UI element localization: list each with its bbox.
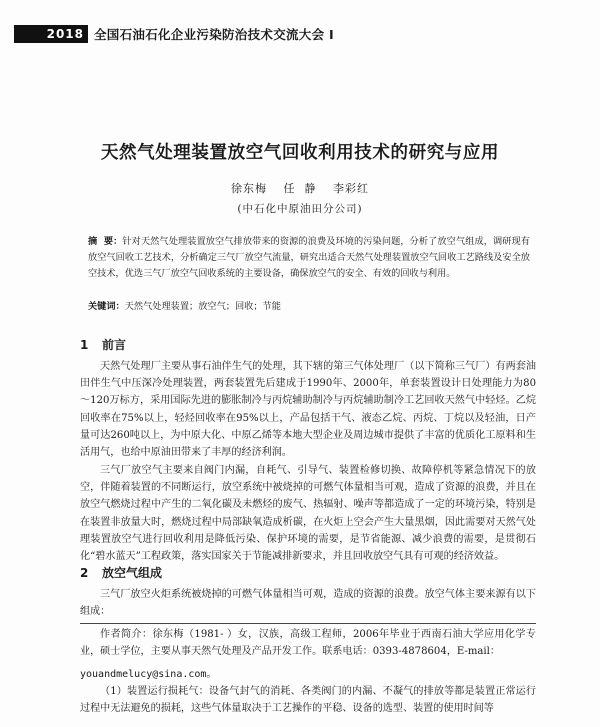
paper-title: 天然气处理装置放空气回收利用技术的研究与应用 — [100, 143, 500, 163]
keywords-text: 天然气处理装置；放空气；回收；节能 — [124, 301, 281, 312]
paragraph: 三气厂放空气主要来自阀门内漏，自耗气、引导气、装置检修切换、故障停机等紧急情况下的放空，伴随着装置的不同断运行，放空系统中被烧掉的可燃气体量相当可观，造成了资源的浪费，并且在放空气燃烧过程中产生的二氧化碳及未燃烃的废气、热辐射、噪声等都造成了一定的环境污染，特别是在装置非放量大时，燃烧过程中局部缺氧造成析碳，在火炬上空会产生大量黑烟，因此需要对天然气处理装置放空气进行回收利用是降低污染、保护环境的需要，是节省能源、减少浪费的需要，是贯彻石化“碧水蓝天”工程政策，落实国家关于节能减排新要求，并且回收放空气具有可观的经济效益。 — [80, 465, 536, 563]
author-list — [0, 180, 600, 196]
keywords — [88, 300, 530, 314]
conference-name: 全国石油石化企业污染防治技术交流大会 I — [94, 27, 335, 42]
section-title: 放空气组成 — [102, 566, 163, 580]
author-bio: 作者简介：徐东梅（1981- ）女，汉族，高级工程师，2006年毕业于西南石油大学应用化学专业，硕士学位，主要从事天然气处理及产品开发工作。联系电话：0393-4878604，E-mail： — [80, 629, 536, 658]
running-header — [14, 23, 334, 45]
footnote-divider — [80, 623, 536, 624]
keywords-label: 关键词： — [88, 301, 125, 312]
paragraph-continuation: （1）装置运行损耗气：设备气封气的消耗、各类阀门的内漏、不凝气的排放等都是装置正常运行过程中无法避免的损耗，这些气体量取决于工艺操作的平稳、设备的选型、装置的使用时间等 — [80, 686, 536, 715]
affiliation: (中石化中原油田分公司) — [237, 203, 363, 215]
section-heading-2 — [80, 564, 162, 581]
paragraph: 三气厂放空火炬系统被烧掉的可燃气体量相当可观，造成的资源的浪费。放空气体主要来源有以下组成： — [80, 589, 536, 618]
author-name: 徐东梅 — [231, 182, 267, 195]
section-title: 前言 — [102, 338, 127, 352]
abstract-text: 针对天然气处理装置放空气排放带来的资源的浪费及环境的污染问题，分析了放空气组成，调研现有放空气回收工艺技术，分析确定三气厂放空气流量，研究出适合天然气处理装置放空气回收工艺路线及安全放空技术，优选三气厂放空气回收系统的主要设备，确保放空气的安全、有效的回收与利用。 — [88, 236, 530, 279]
section-number: 1 — [80, 338, 89, 352]
paragraph: 天然气处理厂主要从事石油伴生气的处理，其下辖的第三气体处理厂（以下简称三气厂）有两套油田伴生气中压深冷处理装置，两套装置先后建成于1990年、2000年，单套装置设计日处理能力为80～120万标方，采用国际先进的膨胀制冷与丙烷辅助制冷与丙烷辅助制冷工艺回收天然气中轻烃。乙烷回收率在75%以上，轻烃回收率在95%以上，产品包括干气、液态乙烷、丙烷、丁烷以及轻油，日产量可达260吨以上，为中原大化、中原乙烯等本地大型企业及周边城市提供了丰富的优质化工原料和生活用气，也给中原油田带来了丰厚的经济利润。 — [80, 361, 536, 459]
year-badge: 2018 — [14, 25, 88, 43]
abstract-label: 摘 要： — [88, 236, 123, 247]
author-name: 李彩红 — [333, 182, 369, 195]
author-name: 任 静 — [283, 182, 317, 195]
section-number: 2 — [80, 566, 89, 580]
author-email: youandmelucy@sina.com。 — [80, 669, 217, 680]
section-heading-1 — [80, 336, 126, 353]
abstract — [88, 234, 530, 282]
